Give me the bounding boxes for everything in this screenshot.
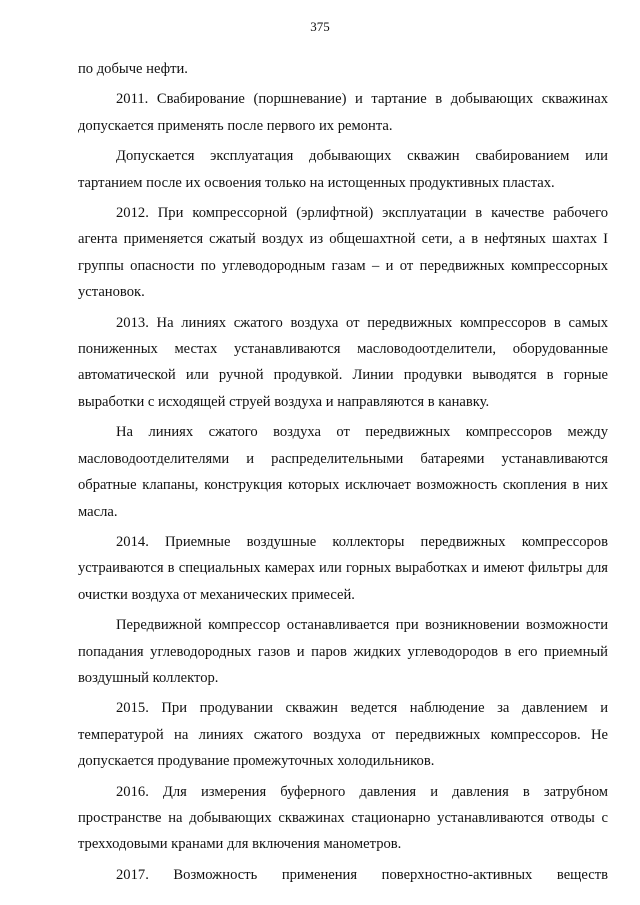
paragraph-2013: 2013. На линиях сжатого воздуха от передвижных компрессоров в самых пониженных местах устанавливаются масловодоотделители, оборудованные автоматической или ручной продувкой. Линии продувки выводятся в горные выработки с исходящей струей воздуха и направляются в канавку. <box>78 314 608 410</box>
paragraph-2012: 2012. При компрессорной (эрлифтной) эксплуатации в качестве рабочего агента применяется сжатый воздух из общешахтной сети, а в нефтяных шахтах I группы опасности по углеводородным газам – и от передвижных компрессорных установок. <box>78 205 608 301</box>
document-body <box>78 56 608 892</box>
paragraph-2017: 2017. Возможность применения поверхностно-активных веществ <box>116 866 608 883</box>
paragraph-2011: 2011. Свабирование (поршневание) и тартание в добывающих скважинах допускается применять после первого их ремонта. <box>78 91 608 134</box>
paragraph-continuation: по добыче нефти. <box>78 61 188 77</box>
paragraph-2011-note: Допускается эксплуатация добывающих скважин свабированием или тартанием после их освоения только на истощенных продуктивных пластах. <box>78 148 608 191</box>
paragraph-2016: 2016. Для измерения буферного давления и давления в затрубном пространстве на добывающих скважинах стационарно устанавливаются отводы с трехходовыми кранами для включения манометров. <box>78 783 608 853</box>
paragraph-2014: 2014. Приемные воздушные коллекторы передвижных компрессоров устраиваются в специальных камерах или горных выработках и имеют фильтры для очистки воздуха от механических примесей. <box>78 533 608 603</box>
page-number: 375 <box>310 19 330 34</box>
paragraph-2014-note: Передвижной компрессор останавливается при возникновении возможности попадания углеводородных газов и паров жидких углеводородов в его приемный воздушный коллектор. <box>78 617 608 686</box>
paragraph-2015: 2015. При продувании скважин ведется наблюдение за давлением и температурой на линиях сжатого воздуха от передвижных компрессоров. Не допускается продувание промежуточных холодильников. <box>78 700 608 770</box>
paragraph-2013-note: На линиях сжатого воздуха от передвижных компрессоров между масловодоотделителями и распределительными батареями устанавливаются обратные клапаны, конструкция которых исключает возможность скопления в них масла. <box>78 424 608 520</box>
